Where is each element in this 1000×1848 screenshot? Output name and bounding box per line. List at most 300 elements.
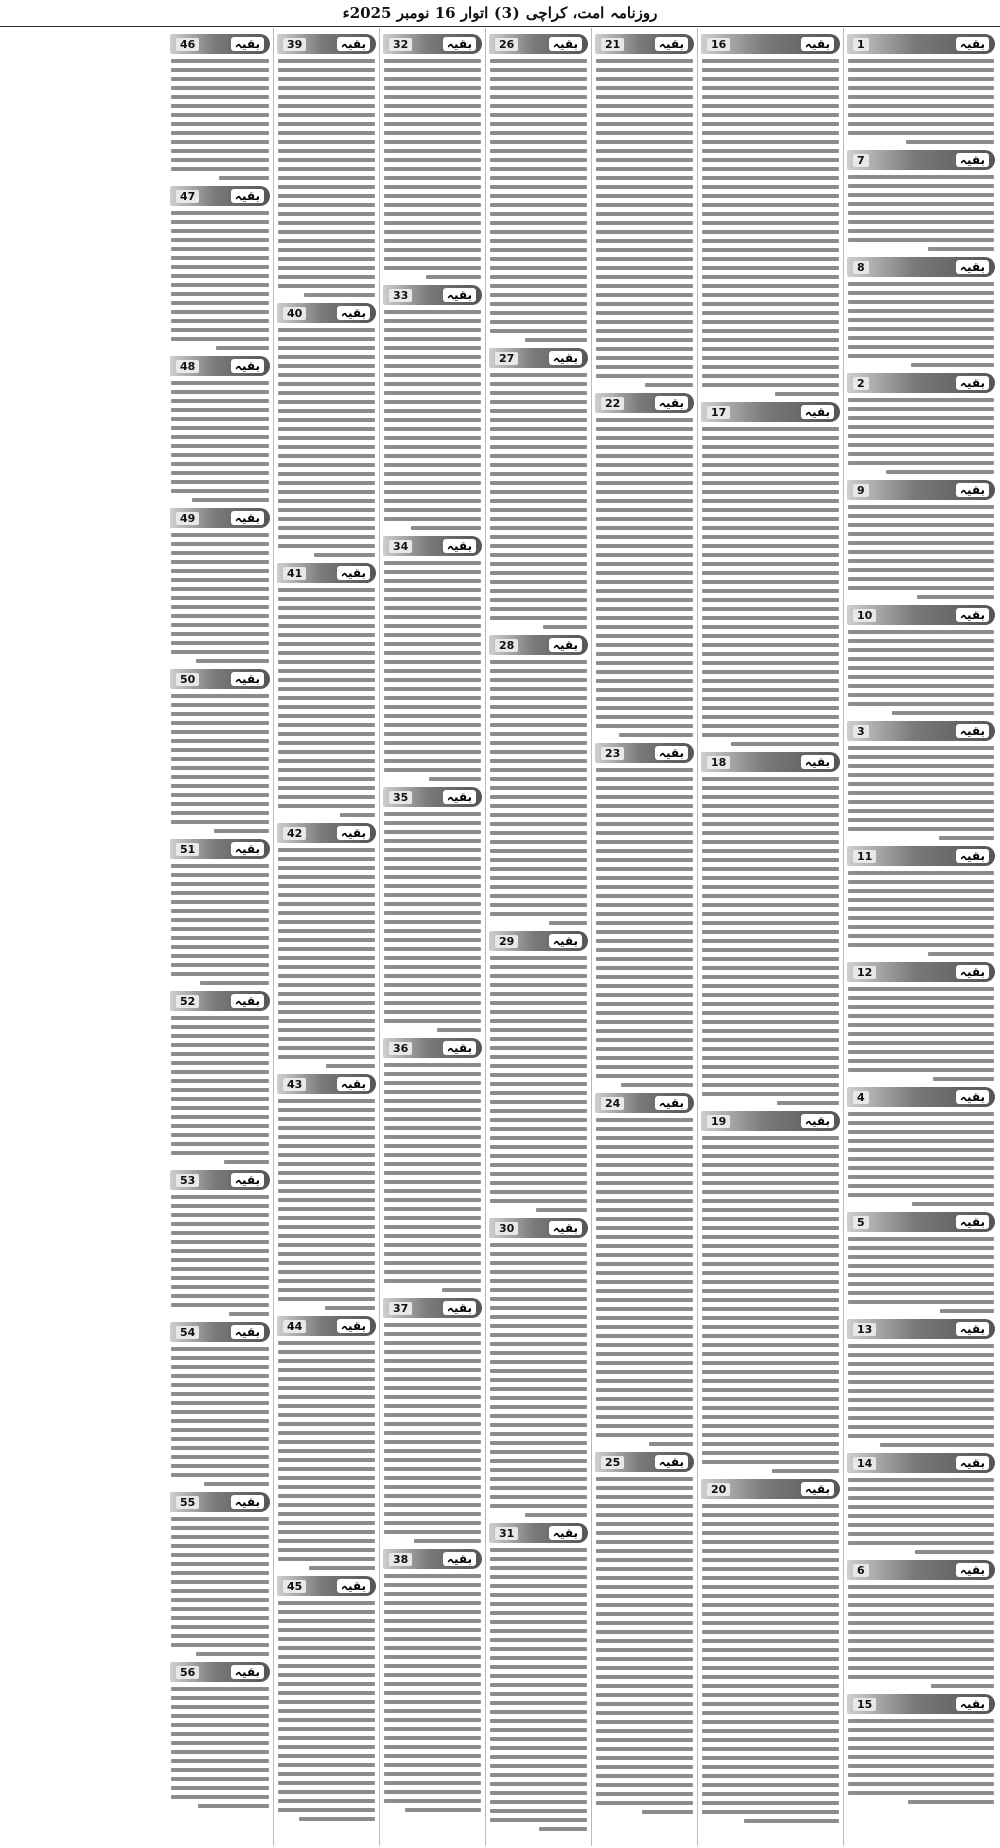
text-line (702, 1657, 839, 1661)
text-line (171, 721, 269, 725)
continuation-label: بقیہ (337, 1077, 370, 1091)
text-line (384, 893, 481, 897)
text-line (596, 867, 693, 871)
article-text (383, 57, 482, 281)
text-line (490, 1324, 587, 1328)
text-line (702, 1163, 839, 1167)
text-line (848, 800, 994, 804)
article-text (170, 57, 270, 182)
text-line (384, 669, 481, 673)
text-line (171, 399, 269, 403)
text-line (596, 1065, 693, 1069)
text-line (278, 203, 375, 207)
continuation-block (170, 1166, 270, 1318)
text-line (702, 149, 839, 153)
text-line (384, 310, 481, 314)
continuation-block (595, 30, 694, 389)
text-line (596, 1621, 693, 1625)
continuation-label: بقیہ (956, 1563, 989, 1577)
text-line (171, 1043, 269, 1047)
text-line (596, 822, 693, 826)
text-line (596, 1792, 693, 1796)
text-line (490, 1270, 587, 1274)
article-text (595, 57, 694, 389)
text-line (490, 454, 587, 458)
text-line (596, 1765, 693, 1769)
text-line (171, 703, 269, 707)
text-line (848, 1041, 994, 1045)
text-line (171, 471, 269, 475)
text-line (490, 1638, 587, 1642)
text-line (384, 974, 481, 978)
text-line (490, 1252, 587, 1256)
article-text (383, 1061, 482, 1294)
text-line (702, 374, 839, 378)
text-line (702, 526, 839, 530)
masthead-paper: امت (577, 4, 605, 22)
text-line (384, 678, 481, 682)
text-line (278, 391, 375, 395)
text-line (384, 1449, 481, 1453)
continuation-label: بقیہ (956, 965, 989, 979)
text-line (171, 891, 269, 895)
text-line (171, 882, 269, 886)
text-line (171, 1142, 269, 1146)
text-line (490, 463, 587, 467)
text-line (384, 696, 481, 700)
text-line (278, 1646, 375, 1650)
text-line (384, 1601, 481, 1605)
text-line (702, 733, 839, 737)
text-line (702, 302, 839, 306)
text-line (848, 996, 994, 1000)
text-line (384, 1081, 481, 1085)
masthead-date: اتوار 16 نومبر 2025ء (342, 4, 489, 22)
text-line (848, 809, 994, 813)
text-line (384, 86, 481, 90)
text-line (596, 302, 693, 306)
text-line (384, 167, 481, 171)
text-line (384, 1494, 481, 1498)
text-line (702, 499, 839, 503)
text-line (171, 480, 269, 484)
text-line (278, 1476, 375, 1480)
continuation-number: 8 (853, 261, 869, 274)
continuation-label: بقیہ (956, 849, 989, 863)
text-line (702, 580, 839, 584)
text-line (278, 140, 375, 144)
text-line (384, 1386, 481, 1390)
continuation-label: بقیہ (231, 1173, 264, 1187)
text-line (848, 1121, 994, 1125)
text-line (596, 1244, 693, 1248)
text-line (702, 481, 839, 485)
article-text (170, 1345, 270, 1488)
text-line (848, 541, 994, 545)
text-line (171, 1750, 269, 1754)
continuation-label: بقیہ (443, 37, 476, 51)
text-line (912, 1202, 994, 1206)
text-line (596, 697, 693, 701)
text-line (596, 1783, 693, 1787)
text-line (384, 1718, 481, 1722)
text-line (702, 436, 839, 440)
text-line (384, 1458, 481, 1462)
text-line (384, 1117, 481, 1121)
continuation-badge (847, 1212, 995, 1232)
text-line (490, 777, 587, 781)
text-line (171, 1705, 269, 1709)
text-line (490, 203, 587, 207)
text-line (278, 1772, 375, 1776)
text-line (384, 508, 481, 512)
text-line (384, 947, 481, 951)
article-text (701, 1502, 840, 1825)
text-line (278, 1135, 375, 1139)
text-line (278, 77, 375, 81)
continuation-badge (701, 1111, 840, 1131)
text-line (490, 687, 587, 691)
continuation-number: 5 (853, 1216, 869, 1229)
text-line (596, 140, 693, 144)
text-line (490, 607, 587, 611)
text-line (596, 248, 693, 252)
text-line (596, 571, 693, 575)
text-line (702, 1801, 839, 1805)
text-line (490, 508, 587, 512)
text-line (596, 894, 693, 898)
continuation-number: 16 (707, 38, 730, 51)
text-line (278, 1413, 375, 1417)
text-line (702, 1307, 839, 1311)
text-line (384, 759, 481, 763)
continuation-badge (170, 669, 270, 689)
text-line (490, 77, 587, 81)
text-line (596, 1729, 693, 1733)
text-line (384, 857, 481, 861)
continuation-block (277, 559, 376, 819)
text-line (278, 284, 375, 288)
text-line (278, 1530, 375, 1534)
text-line (490, 104, 587, 108)
continuation-number: 29 (495, 935, 518, 948)
continuation-label: بقیہ (549, 1526, 582, 1540)
text-line (384, 597, 481, 601)
text-line (848, 1264, 994, 1268)
text-line (702, 1675, 839, 1679)
text-line (490, 1360, 587, 1364)
text-line (702, 1693, 839, 1697)
text-line (278, 1279, 375, 1283)
text-line (702, 445, 839, 449)
text-line (384, 337, 481, 341)
text-line (702, 383, 839, 387)
continuation-label: بقیہ (801, 1482, 834, 1496)
text-line (490, 1809, 587, 1813)
text-line (702, 724, 839, 728)
continuation-block (383, 1294, 482, 1545)
text-line (278, 1763, 375, 1767)
text-line (702, 1047, 839, 1051)
text-line (171, 578, 269, 582)
article-text (489, 954, 588, 1214)
text-line (171, 122, 269, 126)
text-line (490, 1746, 587, 1750)
continuation-block (277, 1312, 376, 1572)
text-line (490, 965, 587, 969)
continuation-badge (595, 743, 694, 763)
text-line (702, 598, 839, 602)
continuation-label: بقیہ (231, 1325, 264, 1339)
text-line (931, 1684, 994, 1688)
text-line (384, 830, 481, 834)
text-line (702, 715, 839, 719)
continuation-badge (701, 1479, 840, 1499)
continuation-label: بقیہ (956, 260, 989, 274)
text-line (490, 912, 587, 916)
continuation-badge (701, 752, 840, 772)
text-line (490, 562, 587, 566)
text-line (384, 1628, 481, 1632)
text-line (596, 1289, 693, 1293)
text-line (278, 526, 375, 530)
text-line (171, 1240, 269, 1244)
text-line (848, 532, 994, 536)
text-line (596, 436, 693, 440)
text-line (171, 1562, 269, 1566)
text-line (702, 625, 839, 629)
text-line (171, 560, 269, 564)
continuation-badge (847, 846, 995, 866)
text-line (278, 938, 375, 942)
text-line (702, 131, 839, 135)
text-line (384, 230, 481, 234)
text-line (596, 1038, 693, 1042)
continuation-block (847, 1690, 995, 1806)
article-text (847, 1110, 995, 1208)
masthead-page: (3) (494, 4, 521, 22)
text-line (171, 569, 269, 573)
text-line (384, 1467, 481, 1471)
text-line (384, 1001, 481, 1005)
text-line (384, 1413, 481, 1417)
text-line (848, 1237, 994, 1241)
continuation-label: بقیہ (655, 37, 688, 51)
continuation-number: 27 (495, 352, 518, 365)
text-line (490, 714, 587, 718)
text-line (171, 1410, 269, 1414)
text-line (596, 831, 693, 835)
continuation-badge (489, 1523, 588, 1543)
text-line (702, 1020, 839, 1024)
text-line (848, 309, 994, 313)
text-line (490, 1001, 587, 1005)
text-line (596, 930, 693, 934)
text-line (171, 158, 269, 162)
text-line (490, 1477, 587, 1481)
text-line (702, 858, 839, 862)
text-line (490, 329, 587, 333)
text-line (171, 1365, 269, 1369)
text-line (848, 898, 994, 902)
text-line (490, 992, 587, 996)
text-line (596, 1666, 693, 1670)
text-line (171, 1151, 269, 1155)
text-line (171, 1294, 269, 1298)
text-line (171, 1464, 269, 1468)
text-line (384, 59, 481, 63)
text-line (490, 1674, 587, 1678)
article-text (847, 396, 995, 476)
text-line (702, 786, 839, 790)
text-line (596, 1370, 693, 1374)
text-line (596, 966, 693, 970)
text-line (384, 1341, 481, 1345)
text-line (596, 984, 693, 988)
text-line (278, 1655, 375, 1659)
continuation-number: 30 (495, 1222, 518, 1235)
text-line (596, 1657, 693, 1661)
text-line (596, 230, 693, 234)
text-line (278, 68, 375, 72)
text-line (596, 1343, 693, 1347)
text-line (848, 1737, 994, 1741)
continuation-label: بقیہ (956, 153, 989, 167)
text-line (171, 1016, 269, 1020)
article-text (383, 1321, 482, 1545)
text-line (848, 1005, 994, 1009)
text-line (702, 589, 839, 593)
text-line (596, 338, 693, 342)
text-line (702, 643, 839, 647)
text-line (384, 1350, 481, 1354)
text-line (848, 77, 994, 81)
text-line (278, 167, 375, 171)
continuation-number: 42 (283, 827, 306, 840)
text-line (702, 77, 839, 81)
text-line (848, 577, 994, 581)
text-line (596, 544, 693, 548)
text-line (702, 1594, 839, 1598)
text-line (848, 452, 994, 456)
text-line (384, 346, 481, 350)
text-line (490, 1620, 587, 1624)
text-line (278, 1521, 375, 1525)
text-line (702, 257, 839, 261)
text-line (278, 1691, 375, 1695)
text-line (278, 382, 375, 386)
text-line (490, 1468, 587, 1472)
text-line (848, 639, 994, 643)
continuation-badge (383, 1549, 482, 1569)
text-line (278, 1467, 375, 1471)
text-line (384, 839, 481, 843)
continuation-number: 52 (176, 995, 199, 1008)
text-line (490, 1414, 587, 1418)
text-line (596, 724, 693, 728)
article-text (595, 766, 694, 1089)
article-text (277, 1097, 376, 1312)
text-line (596, 1118, 693, 1122)
text-line (848, 1148, 994, 1152)
text-line (702, 266, 839, 270)
text-line (744, 1819, 839, 1823)
text-line (702, 230, 839, 234)
text-line (848, 1773, 994, 1777)
text-line (490, 580, 587, 584)
text-line (596, 1684, 693, 1688)
text-line (848, 755, 994, 759)
text-line (702, 1181, 839, 1185)
text-line (702, 194, 839, 198)
text-line (702, 239, 839, 243)
text-line (384, 920, 481, 924)
text-line (702, 562, 839, 566)
text-line (171, 748, 269, 752)
continuation-badge (277, 34, 376, 54)
text-line (702, 122, 839, 126)
text-line (848, 514, 994, 518)
text-line (278, 1458, 375, 1462)
continuation-number: 24 (601, 1097, 624, 1110)
text-line (702, 158, 839, 162)
text-line (490, 490, 587, 494)
text-line (490, 140, 587, 144)
text-line (596, 625, 693, 629)
text-line (596, 293, 693, 297)
text-line (596, 706, 693, 710)
text-line (848, 1791, 994, 1795)
text-line (702, 347, 839, 351)
continuation-number: 20 (707, 1483, 730, 1496)
text-line (880, 1443, 994, 1447)
text-line (702, 1083, 839, 1087)
text-line (848, 1755, 994, 1759)
text-line (490, 983, 587, 987)
text-line (702, 1074, 839, 1078)
article-text (489, 1241, 588, 1519)
text-line (702, 1316, 839, 1320)
text-line (490, 382, 587, 386)
text-line (490, 867, 587, 871)
text-line (702, 1765, 839, 1769)
text-line (384, 1700, 481, 1704)
text-line (848, 1291, 994, 1295)
text-line (384, 1763, 481, 1767)
text-line (848, 1273, 994, 1277)
text-line (848, 1532, 994, 1536)
text-line (848, 1746, 994, 1750)
text-line (892, 711, 994, 715)
text-line (848, 1014, 994, 1018)
text-line (596, 1217, 693, 1221)
text-line (596, 374, 693, 378)
text-line (278, 884, 375, 888)
text-line (171, 408, 269, 412)
text-line (171, 274, 269, 278)
text-line (596, 553, 693, 557)
text-line (384, 956, 481, 960)
article-text (595, 1116, 694, 1448)
text-line (490, 122, 587, 126)
text-line (490, 1127, 587, 1131)
text-line (171, 113, 269, 117)
text-line (490, 768, 587, 772)
text-line (490, 248, 587, 252)
text-line (278, 1117, 375, 1121)
text-line (171, 1446, 269, 1450)
continuation-badge (170, 356, 270, 376)
